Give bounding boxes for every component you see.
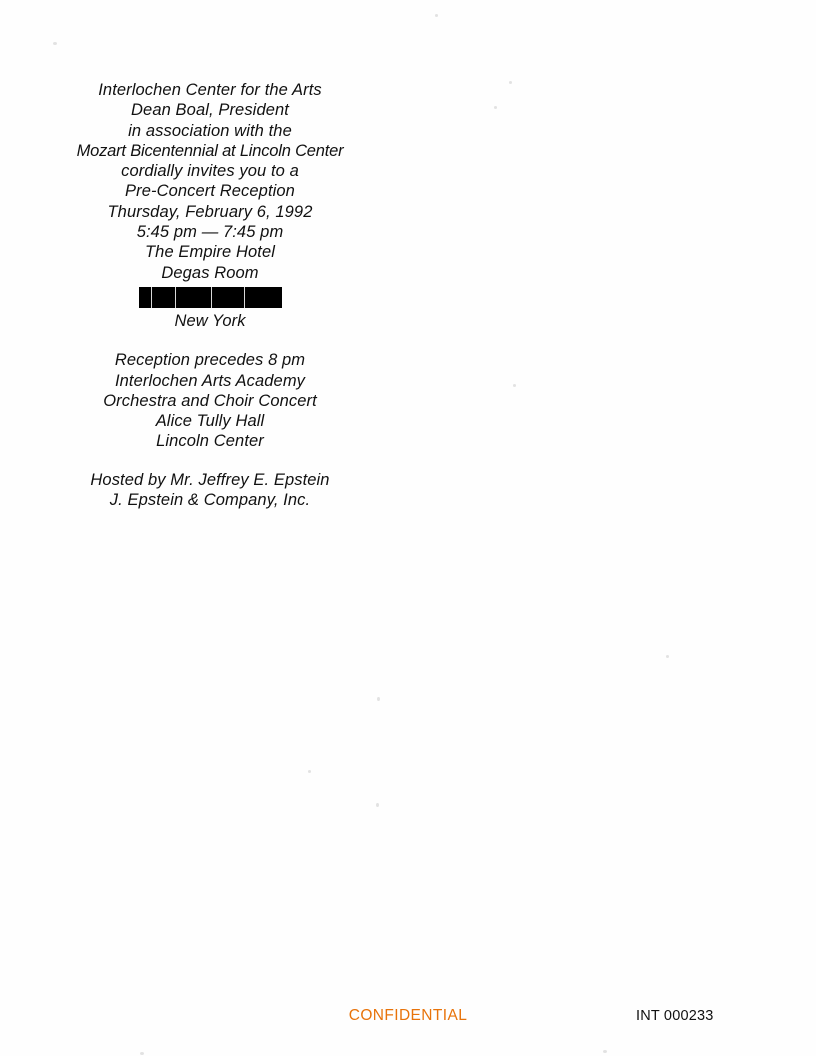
block-spacer — [60, 331, 360, 350]
invitation-line: in association with the — [128, 121, 292, 140]
invitation-concert-block — [60, 350, 360, 451]
confidential-stamp: CONFIDENTIAL — [348, 1007, 468, 1024]
redaction-seam — [211, 287, 212, 308]
invitation-line: The Empire Hotel — [145, 243, 275, 262]
scan-speckle — [53, 42, 57, 45]
invitation-line: Degas Room — [161, 263, 259, 282]
invitation-line: Pre-Concert Reception — [125, 182, 295, 201]
scan-speckle — [376, 803, 379, 807]
scan-speckle — [603, 1050, 607, 1053]
redaction-seam — [244, 287, 245, 308]
invitation-line: Thursday, February 6, 1992 — [107, 202, 313, 221]
redaction-seam — [151, 287, 152, 308]
scan-speckle — [377, 697, 380, 701]
redacted-address-bar — [139, 287, 282, 308]
invitation-line: 5:45 pm — 7:45 pm — [136, 223, 284, 242]
scan-speckle — [308, 770, 311, 773]
scan-speckle — [140, 1052, 144, 1055]
invitation-line: Mozart Bicentennial at Lincoln Center — [76, 141, 344, 160]
scan-speckle — [435, 14, 438, 17]
invitation-line: Interlochen Center for the Arts — [98, 81, 322, 99]
invitation-line: Hosted by Mr. Jeffrey E. Epstein — [90, 470, 330, 489]
scan-speckle — [494, 106, 497, 109]
invitation-city-line: New York — [174, 311, 246, 330]
scan-speckle — [509, 81, 512, 84]
invitation-line: Dean Boal, President — [131, 101, 289, 120]
invitation-line: Reception precedes 8 pm — [114, 351, 306, 370]
invitation-line: Interlochen Arts Academy — [114, 371, 306, 390]
scan-speckle — [666, 655, 669, 658]
invitation-header-block — [60, 80, 360, 283]
invitation-line: Orchestra and Choir Concert — [103, 391, 317, 410]
invitation-line: Alice Tully Hall — [155, 412, 265, 431]
block-spacer — [60, 452, 360, 470]
invitation-host-block — [60, 470, 360, 511]
redaction-seam — [175, 287, 176, 308]
scan-speckle — [513, 384, 516, 387]
invitation-text — [60, 80, 360, 510]
bates-number: INT 000233 — [636, 1008, 714, 1024]
invitation-line: J. Epstein & Company, Inc. — [109, 491, 311, 510]
invitation-line: Lincoln Center — [156, 432, 264, 451]
invitation-line: cordially invites you to a — [121, 162, 299, 181]
